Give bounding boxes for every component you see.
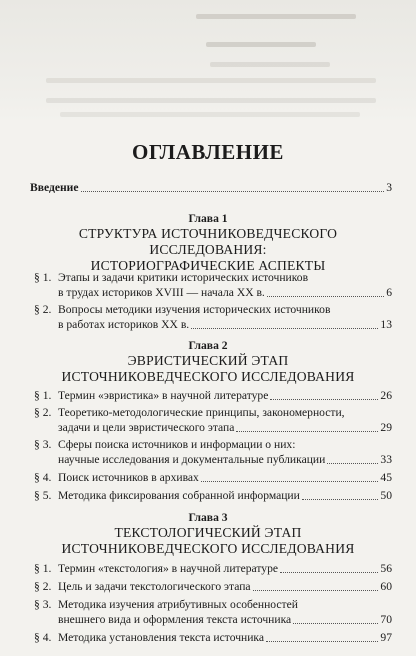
toc-entry[interactable]	[34, 597, 298, 612]
toc-entry-label: Методика фиксирования собранной информации	[58, 489, 300, 502]
chapter-heading: Глава 3	[188, 511, 228, 524]
leader-dots	[327, 462, 378, 464]
toc-entry-continuation[interactable]	[58, 420, 392, 435]
section-number: § 4.	[34, 631, 52, 644]
toc-entry-continuation[interactable]	[58, 285, 392, 300]
section-number: § 2.	[34, 406, 52, 419]
toc-entry-continuation[interactable]	[58, 452, 392, 467]
toc-entry-label: внешнего вида и оформления текста источника	[58, 613, 292, 626]
toc-entry-page: 33	[380, 453, 392, 466]
toc-entry-page: 3	[386, 181, 392, 194]
toc-entry-label: Этапы и задачи критики исторических источников	[58, 271, 309, 284]
toc-entry-page: 97	[380, 631, 392, 644]
section-number: § 1.	[34, 389, 52, 402]
leader-dots	[191, 327, 378, 329]
chapter-title-line: ИСТОЧНИКОВЕДЧЕСКОГО ИССЛЕДОВАНИЯ	[61, 369, 355, 384]
toc-entry[interactable]	[34, 437, 295, 452]
toc-entry[interactable]	[34, 630, 392, 645]
toc-entry-label: в трудах историков XVIII — начала XX в.	[58, 286, 265, 299]
toc-entry-label: Теоретико-методологические принципы, закономерности,	[58, 406, 345, 419]
toc-entry-page: 45	[380, 471, 392, 484]
toc-entry[interactable]	[34, 579, 392, 594]
toc-entry[interactable]	[34, 302, 330, 317]
toc-entry-label: научные исследования и документальные публикации	[58, 453, 326, 466]
toc-entry-page: 26	[380, 389, 392, 402]
toc-entry-page: 56	[380, 562, 392, 575]
toc-entry[interactable]	[34, 270, 308, 285]
toc-entry[interactable]	[34, 388, 392, 403]
section-number: § 2.	[34, 303, 52, 316]
toc-entry-label: задачи и цели эвристического этапа	[58, 421, 235, 434]
section-number: § 5.	[34, 489, 52, 502]
toc-entry[interactable]	[34, 405, 345, 420]
chapter-title-line: ИСТОРИОГРАФИЧЕСКИЕ АСПЕКТЫ	[90, 258, 326, 273]
toc-entry-label: Методика изучения атрибутивных особенностей	[58, 598, 298, 611]
leader-dots	[267, 295, 384, 297]
toc-entry-label: Поиск источников в архивах	[58, 471, 199, 484]
chapter-title-line: ЭВРИСТИЧЕСКИЙ ЭТАП	[127, 353, 289, 368]
chapter-title-line: ИСТОЧНИКОВЕДЧЕСКОГО ИССЛЕДОВАНИЯ	[61, 541, 355, 556]
leader-dots	[270, 398, 378, 400]
toc-entry-label: Цель и задачи текстологического этапа	[58, 580, 251, 593]
toc-entry-continuation[interactable]	[58, 612, 392, 627]
section-number: § 3.	[34, 598, 52, 611]
leader-dots	[293, 622, 378, 624]
leader-dots	[201, 480, 379, 482]
section-number: § 3.	[34, 438, 52, 451]
toc-entry-label: в работах историков XX в.	[58, 318, 190, 331]
leader-dots	[81, 190, 385, 192]
toc-entry-page: 60	[380, 580, 392, 593]
toc-entry-page: 50	[380, 489, 392, 502]
toc-entry-page: 13	[380, 318, 392, 331]
leader-dots	[280, 571, 378, 573]
leader-dots	[253, 589, 379, 591]
chapter-title-line: СТРУКТУРА ИСТОЧНИКОВЕДЧЕСКОГО	[78, 226, 338, 241]
toc-entry-label: Введение	[30, 181, 79, 194]
toc-entry-intro[interactable]	[30, 180, 392, 195]
toc-entry-page: 70	[380, 613, 392, 626]
section-number: § 4.	[34, 471, 52, 484]
chapter-title-line: ТЕКСТОЛОГИЧЕСКИЙ ЭТАП	[114, 525, 302, 540]
section-number: § 1.	[34, 562, 52, 575]
chapter-heading: Глава 1	[188, 212, 228, 225]
toc-entry-label: Вопросы методики изучения исторических источников	[58, 303, 331, 316]
leader-dots	[302, 498, 379, 500]
toc-entry[interactable]	[34, 470, 392, 485]
toc-entry-continuation[interactable]	[58, 317, 392, 332]
toc-entry-label: Сферы поиска источников и информации о них:	[58, 438, 296, 451]
toc-title: ОГЛАВЛЕНИЕ	[132, 140, 284, 164]
leader-dots	[266, 640, 378, 642]
section-number: § 1.	[34, 271, 52, 284]
toc-entry-label: Методика установления текста источника	[58, 631, 265, 644]
toc-entry-page: 29	[380, 421, 392, 434]
toc-entry[interactable]	[34, 561, 392, 576]
leader-dots	[236, 430, 378, 432]
section-number: § 2.	[34, 580, 52, 593]
toc-entry-label: Термин «эвристика» в научной литературе	[58, 389, 269, 402]
toc-entry[interactable]	[34, 488, 392, 503]
chapter-heading: Глава 2	[188, 339, 228, 352]
toc-entry-label: Термин «текстология» в научной литературе	[58, 562, 279, 575]
toc-entry-page: 6	[386, 286, 392, 299]
chapter-title-line: ИССЛЕДОВАНИЯ:	[149, 242, 267, 257]
